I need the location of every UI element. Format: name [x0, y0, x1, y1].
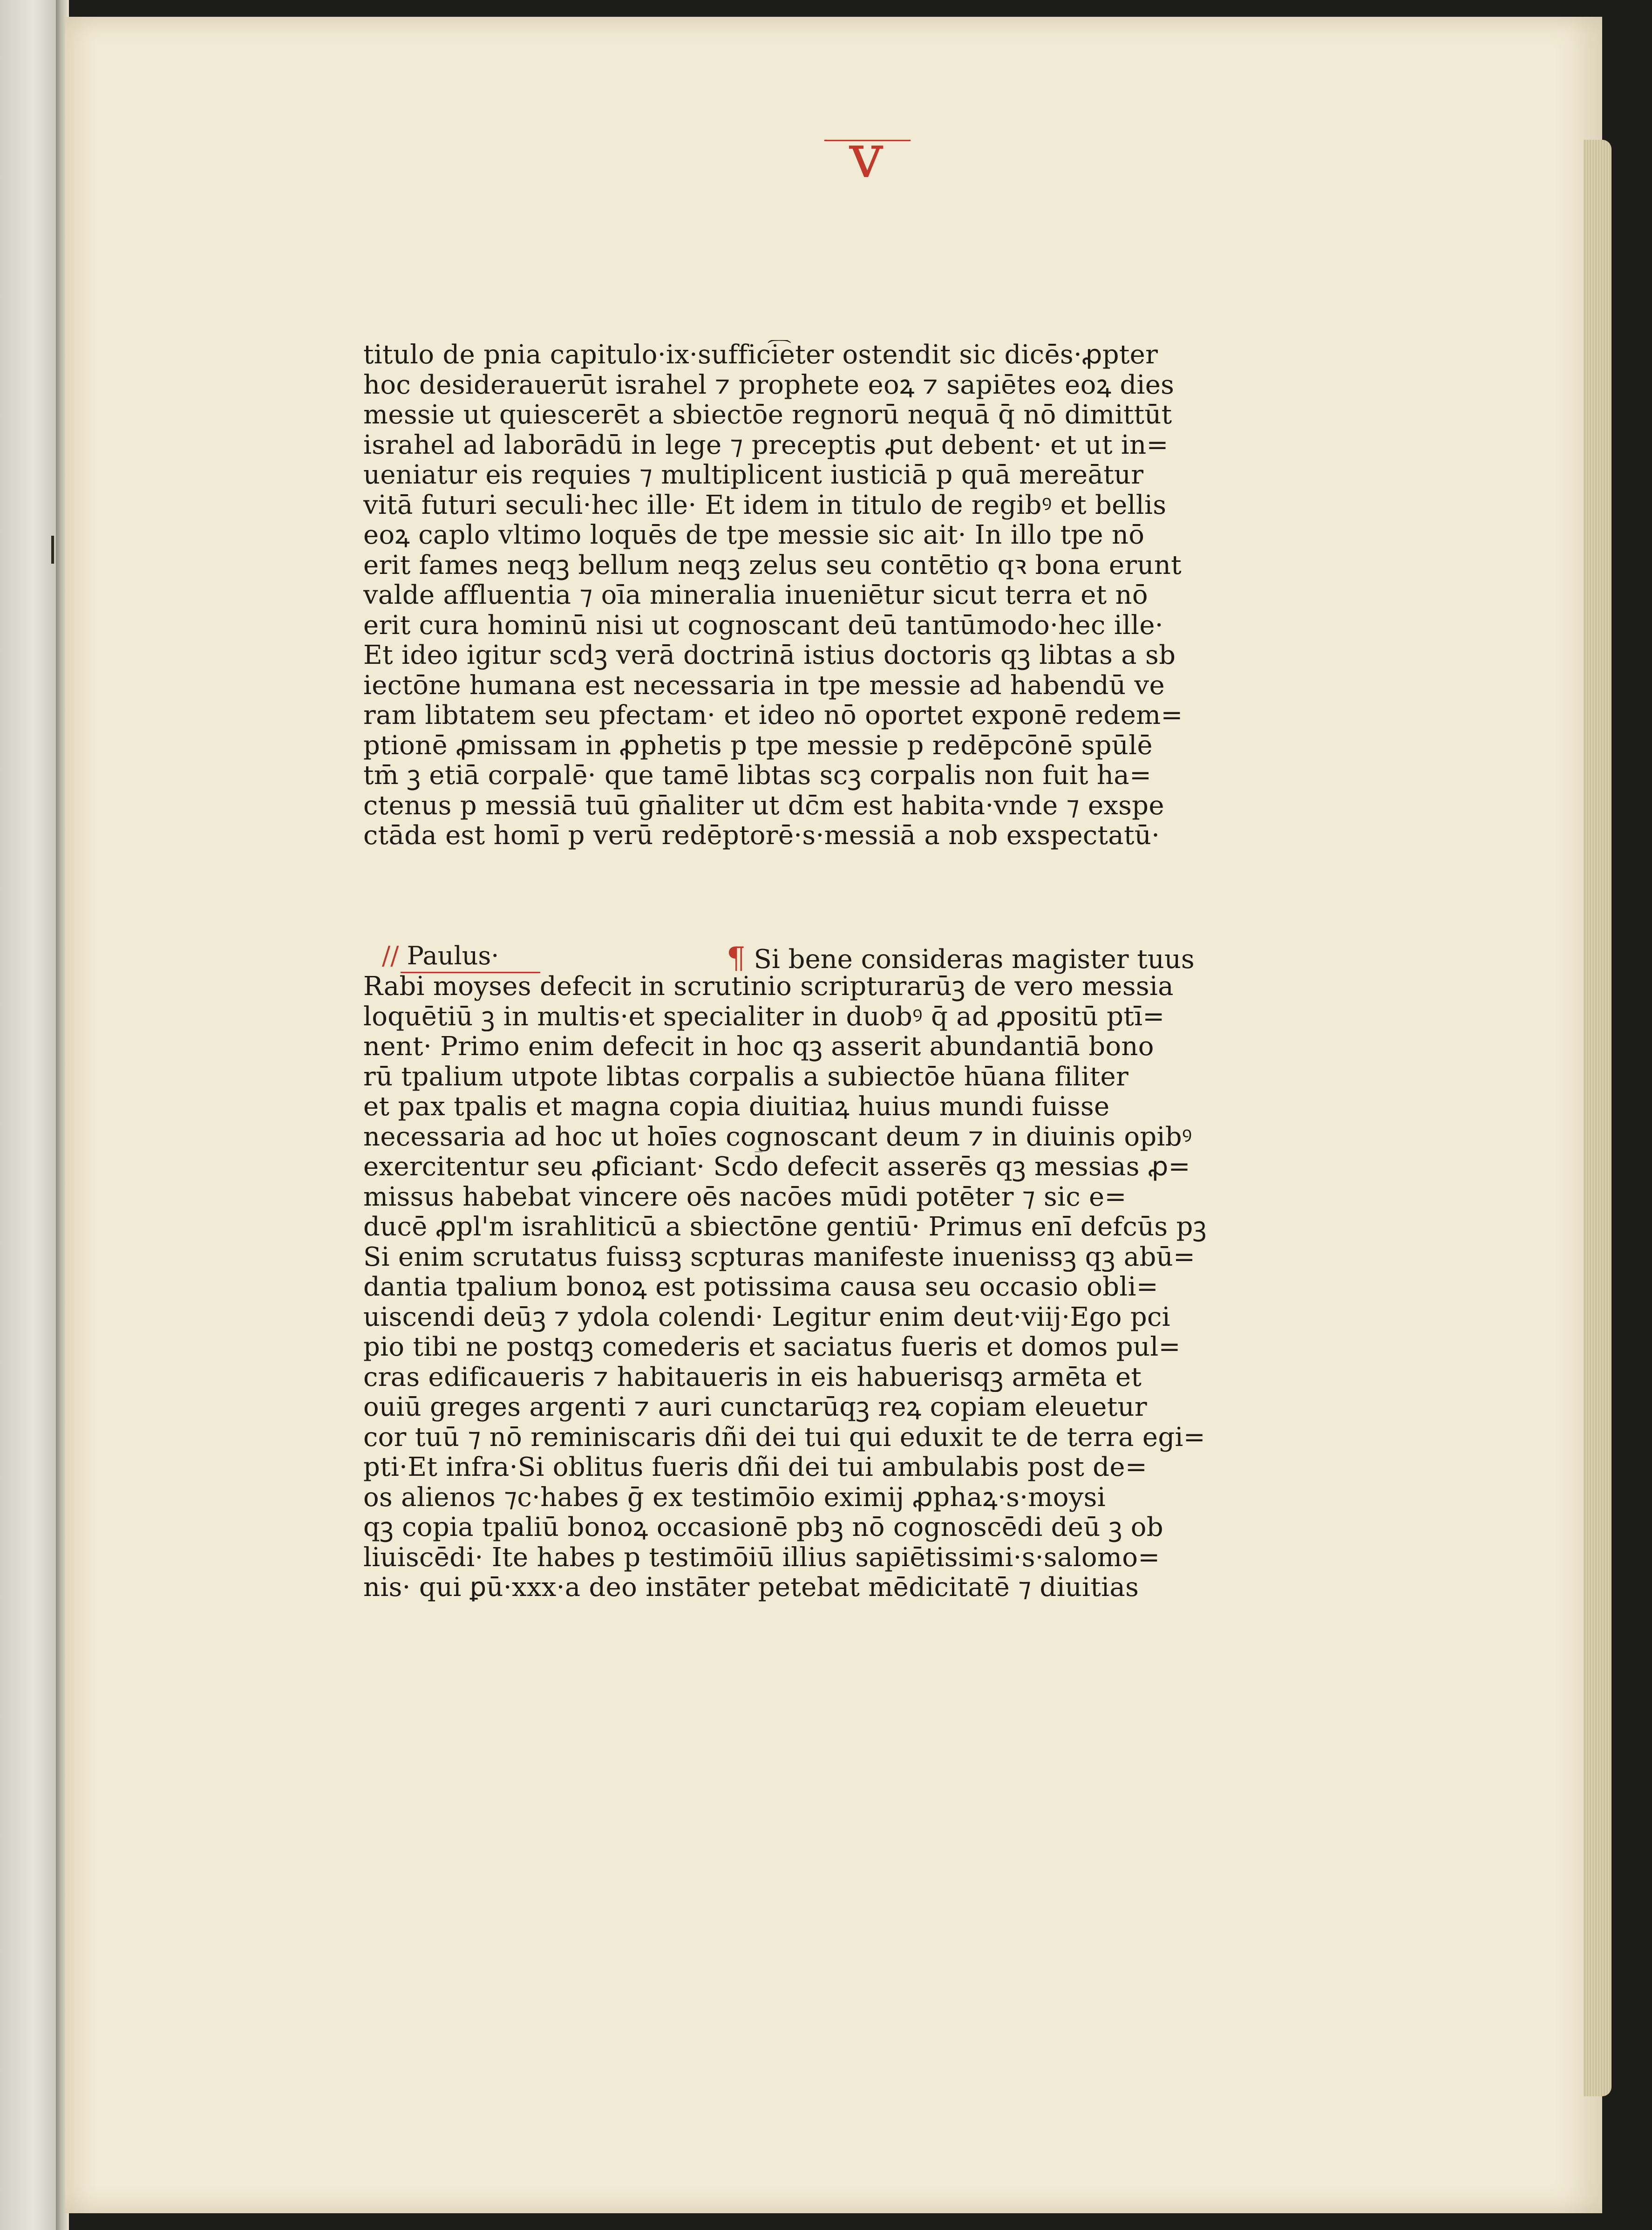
- text-line: ouiū greges argenti ⁊ auri cunctarūqꝫ reꝝ copiam eleuetur: [363, 1392, 1147, 1422]
- signature-mark: v: [849, 121, 884, 191]
- paragraph-mark: ¶: [727, 941, 746, 975]
- text-line: os alienos ⁊c·habes ḡ ex testimōio eximij ꝓphaꝝ·s·moysi: [363, 1482, 1106, 1512]
- text-line: erit cura hominū nisi ut cognoscant deū tantūmodo·hec ille·: [363, 610, 1163, 641]
- text-line: ctenus p messiā tuū gn̄aliter ut dc̄m est habita·vnde ⁊ exspe: [363, 791, 1164, 821]
- lower-text-block: [363, 971, 1234, 1603]
- text-line: loquētiū ꝫ in multis·et specialiter in duobꝰ q̄ ad ꝓpositū ptī=: [363, 1001, 1165, 1031]
- marginal-mark: //: [382, 941, 399, 970]
- text-line: nent· Primo enim defecit in hoc qꝫ asserit abundantiā bono: [363, 1031, 1154, 1062]
- previous-page-edge: [0, 0, 56, 2230]
- text-line: Si enim scrutatus fuissꝫ scpturas manifeste inuenissꝫ qꝫ abū=: [363, 1241, 1196, 1272]
- text-line: erit fames neqꝫ bellum neqꝫ zelus seu contētio qꝛ bona erunt: [363, 550, 1182, 580]
- marginal-note: [382, 941, 499, 970]
- text-line: Rabi moyses defecit in scrutinio scripturarūꝫ de vero messia: [363, 971, 1174, 1002]
- text-line: ptionē ꝓmissam in ꝓphetis p tpe messie p redēpcōnē spūlē: [363, 730, 1153, 761]
- text-line: hoc desiderauerūt israhel ⁊ prophete eoꝝ ⁊ sapiētes eoꝝ dies: [363, 370, 1175, 400]
- text-line: pio tibi ne postqꝫ comederis et saciatus fueris et domos pul=: [363, 1332, 1181, 1362]
- text-line: missus habebat vincere oēs nacōes mūdi potēter ⁊ sic e=: [363, 1181, 1127, 1212]
- marginal-label: Paulus·: [407, 941, 499, 970]
- text-line: ducē ꝓpl'm israhliticū a sbiectōne gentiū· Primus enī defcūs pꝫ: [363, 1212, 1207, 1242]
- text-line: qꝫ copia tpaliū bonoꝝ occasionē pbꝫ nō cognoscēdi deū ꝫ ob: [363, 1512, 1163, 1542]
- text-line: Et ideo igitur scdꝫ verā doctrinā istius doctoris qꝫ libtas a sb: [363, 641, 1176, 670]
- text-line: nis· qui ꝑū·xxx·a deo instāter petebat mēdicitatē ⁊ diuitias: [363, 1572, 1139, 1603]
- text-line: exercitentur seu ꝓficiant· Scd̄o defecit asserēs qꝫ messias ꝓ=: [363, 1152, 1190, 1182]
- text-line: ueniatur eis requies ⁊ multiplicent iusticiā p quā mereātur: [363, 460, 1144, 490]
- text-line: dantia tpalium bonoꝝ est potissima causa seu occasio obli=: [363, 1272, 1158, 1302]
- paragraph-opening: [727, 941, 1195, 975]
- text-line: et pax tpalis et magna copia diuitiaꝝ huius mundi fuisse: [363, 1091, 1110, 1122]
- text-line: israhel ad laborādū in lege ⁊ preceptis ꝓut debent· et ut in=: [363, 430, 1169, 460]
- text-line: pti·Et infra·Si oblitus fueris dñi dei tui ambulabis post de=: [363, 1452, 1148, 1482]
- text-line: ram libtatem seu pfectam· et ideo nō oportet exponē redem=: [363, 701, 1183, 730]
- text-line: cras edificaueris ⁊ habitaueris in eis habuerisqꝫ armēta et: [363, 1362, 1142, 1392]
- text-line: messie ut quiescerēt a sbiectōe regnorū nequā q̄ nō dimittūt: [363, 400, 1172, 430]
- text-line: iectōne humana est necessaria in tpe messie ad habendū ve: [363, 670, 1165, 701]
- text-line: cor tuū ⁊ nō reminiscaris dñi dei tui qui eduxit te de terra egi=: [363, 1422, 1205, 1452]
- text-line: eoꝝ caplo vltimo loquēs de tpe messie sic ait· In illo tpe nō: [363, 520, 1145, 550]
- text-line: valde affluentia ⁊ oīa mineralia inueniētur sicut terra et nō: [363, 580, 1148, 610]
- upper-text-block: [363, 340, 1234, 851]
- text-line: rū tpalium utpote libtas corpalis a subiectōe hūana filiter: [363, 1061, 1129, 1091]
- text-line: titulo de pnia capitulo·ix·suffici͡eter ostendit sic dicēs·ꝓpter: [363, 340, 1158, 370]
- page-edges: [1584, 140, 1611, 2096]
- text-line: liuiscēdi· Ite habes p testimōiū illius sapiētissimi·s·salomo=: [363, 1542, 1160, 1572]
- text-line: uiscendi deūꝫ ⁊ ydola colendi· Legitur enim deut·viij·Ego pci: [363, 1302, 1170, 1332]
- margin-mark: [51, 536, 54, 564]
- text-line: vitā futuri seculi·hec ille· Et idem in titulo de regibꝰ et bellis: [363, 490, 1167, 520]
- text-line: necessaria ad hoc ut hoīes cognoscant deum ⁊ in diuinis opibꝰ: [363, 1121, 1192, 1152]
- text-line: tm̄ ꝫ etiā corpalē· que tamē libtas scꝫ corpalis non fuit ha=: [363, 761, 1152, 791]
- paragraph-opening-text: Si bene consideras magister tuus: [754, 944, 1195, 975]
- text-line: ctāda est homī p verū redēptorē·s·messiā a nob exspectatū·: [363, 821, 1160, 851]
